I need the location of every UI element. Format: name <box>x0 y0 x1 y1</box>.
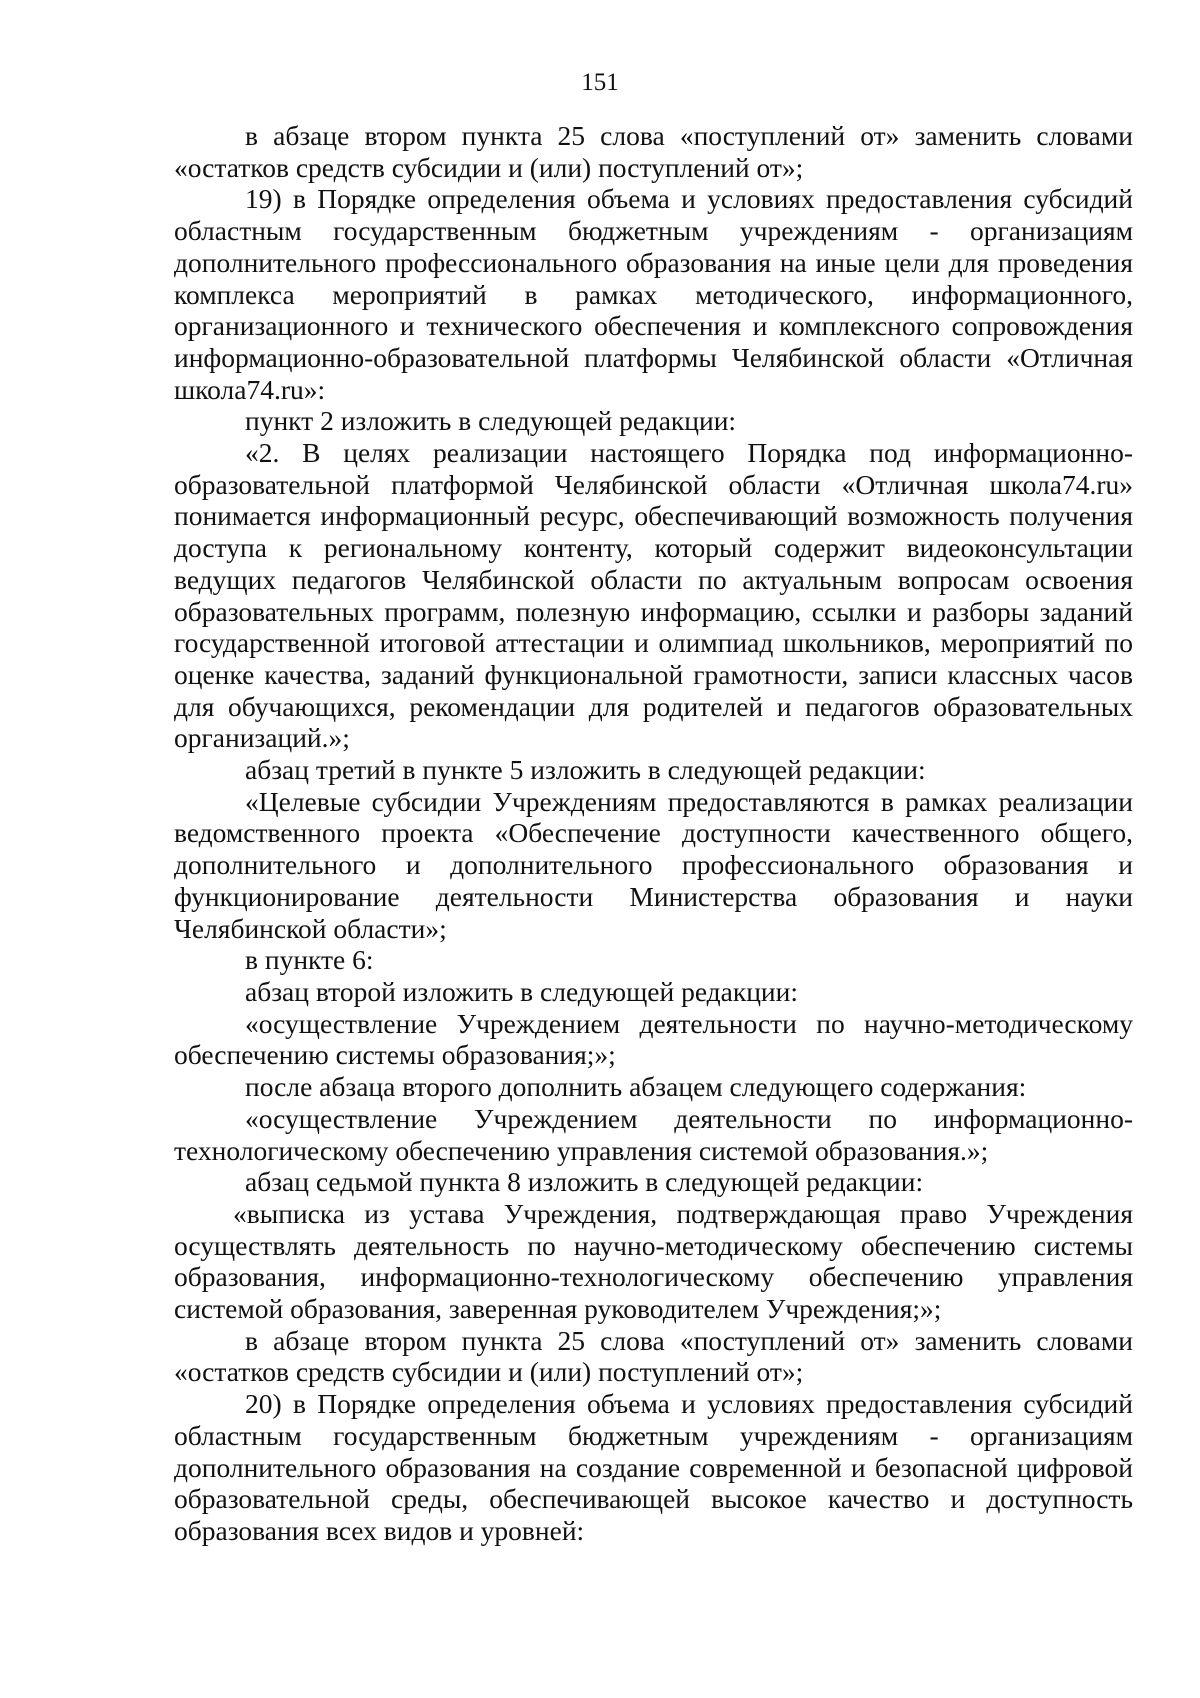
paragraph-14: в абзаце втором пункта 25 слова «поступлений от» заменить словами «остатков средств субсидии и (или) поступлений от»; <box>174 1324 1133 1388</box>
document-body <box>174 120 1133 1547</box>
page-number: 151 <box>581 69 619 96</box>
paragraph-12: абзац седьмой пункта 8 изложить в следующей редакции: <box>245 1166 924 1198</box>
paragraph-9: «осуществление Учреждением деятельности по научно-методическому обеспечению системы образования;»; <box>174 1007 1133 1071</box>
paragraph-11: «осуществление Учреждением деятельности по информационно-технологическому обеспечению управления системой образования.»; <box>174 1102 1133 1166</box>
paragraph-6: «Целевые субсидии Учреждениям предоставляются в рамках реализации ведомственного проекта «Обеспечение доступности качественного общего, дополнительного и дополнительного профессионального образования и функционирование деятельности Министерства образования и науки Челябинской области»; <box>174 785 1133 944</box>
paragraph-3: пункт 2 изложить в следующей редакции: <box>245 405 737 437</box>
paragraph-13: «выписка из устава Учреждения, подтверждающая право Учреждения осуществлять деятельность по научно-методическому обеспечению системы образования, информационно-технологическому обеспечению управления системой образования, заверенная руководителем Учреждения;»; <box>174 1197 1133 1325</box>
paragraph-1: в абзаце втором пункта 25 слова «поступлений от» заменить словами «остатков средств субсидии и (или) поступлений от»; <box>174 120 1133 183</box>
paragraph-8: абзац второй изложить в следующей редакции: <box>245 975 799 1007</box>
paragraph-7: в пункте 6: <box>245 944 374 976</box>
paragraph-2: 19) в Порядке определения объема и условиях предоставления субсидий областным государственным бюджетным учреждениям - организациям дополнительного профессионального образования на иные цели для проведения комплекса мероприятий в рамках методического, информационного, организационного и технического обеспечения и комплексного сопровождения информационно-образовательной платформы Челябинской области «Отличная школа74.ru»: <box>174 183 1133 405</box>
paragraph-15: 20) в Порядке определения объема и условиях предоставления субсидий областным государственным бюджетным учреждениям - организациям дополнительного образования на создание современной и безопасной цифровой образовательной среды, обеспечивающей высокое качество и доступность образования всех видов и уровней: <box>174 1388 1133 1546</box>
paragraph-4: «2. В целях реализации настоящего Порядка под информационно-образовательной платформой Челябинской области «Отличная школа74.ru» понимается информационный ресурс, обеспечивающий возможность получения доступа к региональному контенту, который содержит видеоконсультации ведущих педагогов Челябинской области по актуальным вопросам освоения образовательных программ, полезную информацию, ссылки и разборы заданий государственной итоговой аттестации и олимпиад школьников, мероприятий по оценке качества, заданий функциональной грамотности, записи классных часов для обучающихся, рекомендации для родителей и педагогов образовательных организаций.»; <box>174 437 1133 754</box>
paragraph-5: абзац третий в пункте 5 изложить в следующей редакции: <box>245 754 926 786</box>
paragraph-10: после абзаца второго дополнить абзацем следующего содержания: <box>245 1071 1027 1103</box>
